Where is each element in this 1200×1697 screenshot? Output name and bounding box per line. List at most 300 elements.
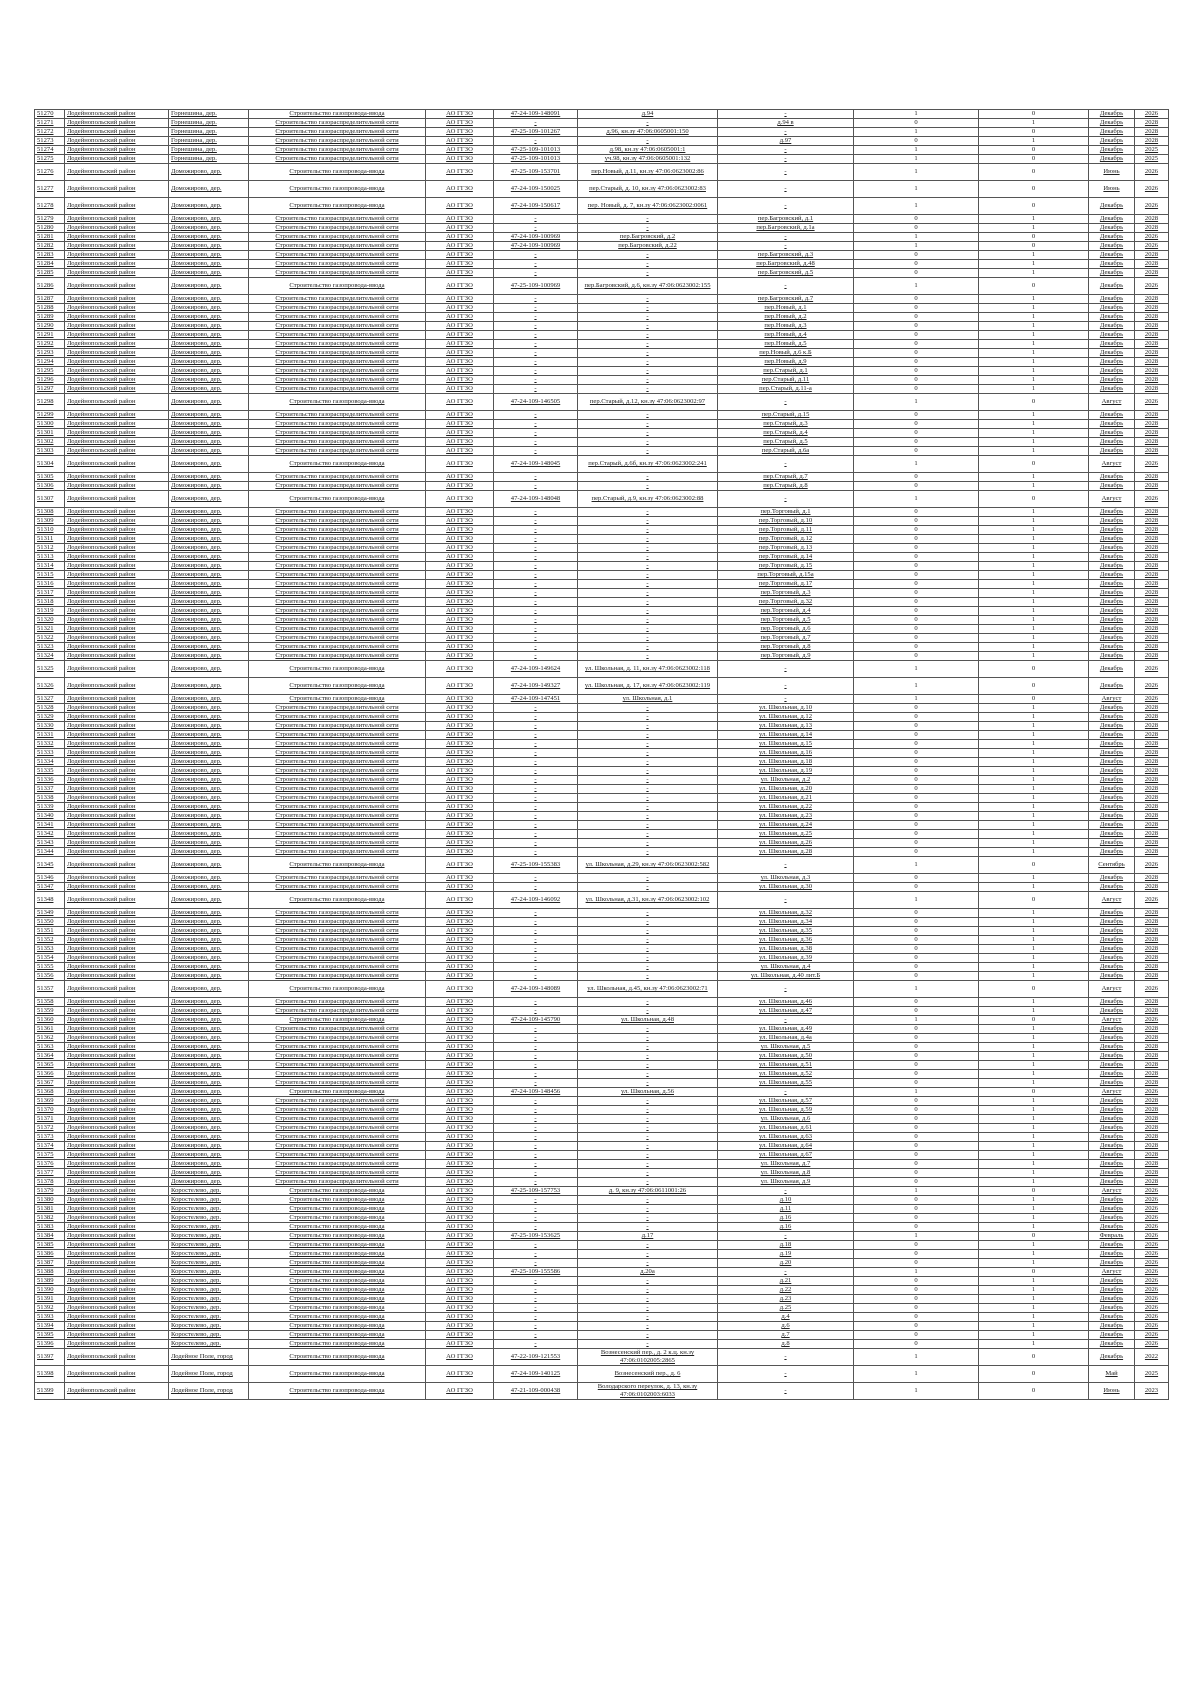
cell-district: Лодейнопольский район (65, 625, 169, 634)
cell-settlement: Доможирово, дер. (169, 643, 249, 652)
cell-count-connected: 0 (854, 749, 979, 758)
table-row (35, 1043, 1169, 1052)
cell-settlement: Доможирово, дер. (169, 883, 249, 892)
cell-address-connected: ул. Школьная, д.45, кн.зу 47:06:0623002:71 (578, 981, 718, 998)
cell-application-number: - (494, 1052, 578, 1061)
cell-settlement: Доможирово, дер. (169, 1070, 249, 1079)
cell-address-planned: ул. Школьная, д.23 (718, 812, 854, 821)
cell-organization: АО ГГЗО (426, 830, 494, 839)
cell-count-planned: 0 (979, 695, 1089, 704)
cell-month: Декабрь (1089, 1286, 1135, 1295)
cell-work-type: Строительство газораспределительной сети (249, 322, 426, 331)
cell-year: 2026 (1135, 1277, 1169, 1286)
cell-address-planned: ул. Школьная, д.39 (718, 954, 854, 963)
cell-address-planned: пер.Торговый, д.11 (718, 526, 854, 535)
cell-count-planned: 1 (979, 936, 1089, 945)
cell-month: Декабрь (1089, 936, 1135, 945)
cell-address-planned: пер.Новый, д.6 к.Б (718, 349, 854, 358)
table-row (35, 278, 1169, 295)
cell-count-connected: 1 (854, 128, 979, 137)
cell-row-number: 51295 (35, 367, 65, 376)
table-row (35, 269, 1169, 278)
cell-settlement: Доможирово, дер. (169, 1160, 249, 1169)
cell-organization: АО ГГЗО (426, 972, 494, 981)
cell-application-number: - (494, 295, 578, 304)
cell-row-number: 51373 (35, 1133, 65, 1142)
cell-settlement: Доможирово, дер. (169, 661, 249, 678)
cell-organization: АО ГГЗО (426, 473, 494, 482)
table-row (35, 785, 1169, 794)
cell-month: Декабрь (1089, 1322, 1135, 1331)
table-row (35, 198, 1169, 215)
cell-address-planned: ул. Школьная, д.40 лит.Б (718, 972, 854, 981)
cell-address-planned: д.19 (718, 1250, 854, 1259)
cell-address-connected: - (578, 1106, 718, 1115)
cell-address-connected: - (578, 776, 718, 785)
cell-work-type: Строительство газораспределительной сети (249, 367, 426, 376)
cell-count-connected: 0 (854, 1340, 979, 1349)
cell-year: 2022 (1135, 1349, 1169, 1366)
table-row (35, 482, 1169, 491)
cell-district: Лодейнопольский район (65, 146, 169, 155)
cell-count-connected: 1 (854, 1016, 979, 1025)
cell-count-connected: 0 (854, 936, 979, 945)
cell-application-number: - (494, 411, 578, 420)
cell-row-number: 51366 (35, 1070, 65, 1079)
cell-organization: АО ГГЗО (426, 304, 494, 313)
cell-district: Лодейнопольский район (65, 1043, 169, 1052)
cell-count-planned: 1 (979, 776, 1089, 785)
cell-count-connected: 0 (854, 1043, 979, 1052)
cell-count-planned: 1 (979, 1115, 1089, 1124)
cell-organization: АО ГГЗО (426, 1106, 494, 1115)
cell-organization: АО ГГЗО (426, 1070, 494, 1079)
cell-address-connected: - (578, 1133, 718, 1142)
cell-count-connected: 0 (854, 1052, 979, 1061)
cell-month: Декабрь (1089, 1160, 1135, 1169)
cell-settlement: Доможирово, дер. (169, 972, 249, 981)
cell-settlement: Горнешина, дер. (169, 146, 249, 155)
cell-count-connected: 0 (854, 224, 979, 233)
cell-count-connected: 0 (854, 634, 979, 643)
table-row (35, 1007, 1169, 1016)
cell-count-connected: 0 (854, 589, 979, 598)
cell-district: Лодейнопольский район (65, 544, 169, 553)
table-row (35, 110, 1169, 119)
cell-month: Декабрь (1089, 580, 1135, 589)
cell-row-number: 51367 (35, 1079, 65, 1088)
cell-month: Август (1089, 1268, 1135, 1277)
cell-count-planned: 1 (979, 634, 1089, 643)
cell-address-planned: ул. Школьная, д.18 (718, 758, 854, 767)
cell-application-number: - (494, 883, 578, 892)
table-row (35, 385, 1169, 394)
cell-row-number: 51320 (35, 616, 65, 625)
cell-organization: АО ГГЗО (426, 535, 494, 544)
cell-row-number: 51326 (35, 678, 65, 695)
cell-month: Декабрь (1089, 598, 1135, 607)
cell-work-type: Строительство газораспределительной сети (249, 1097, 426, 1106)
cell-organization: АО ГГЗО (426, 848, 494, 857)
cell-application-number: - (494, 1223, 578, 1232)
table-row (35, 456, 1169, 473)
cell-count-planned: 1 (979, 295, 1089, 304)
cell-year: 2028 (1135, 358, 1169, 367)
cell-organization: АО ГГЗО (426, 1295, 494, 1304)
cell-organization: АО ГГЗО (426, 1223, 494, 1232)
cell-row-number: 51318 (35, 598, 65, 607)
cell-year: 2026 (1135, 181, 1169, 198)
cell-year: 2028 (1135, 776, 1169, 785)
cell-count-planned: 1 (979, 1169, 1089, 1178)
table-row (35, 260, 1169, 269)
cell-settlement: Коростелево, дер. (169, 1187, 249, 1196)
cell-address-planned: - (718, 198, 854, 215)
cell-work-type: Строительство газораспределительной сети (249, 803, 426, 812)
cell-district: Лодейнопольский район (65, 1025, 169, 1034)
cell-address-planned: д.94 в (718, 119, 854, 128)
cell-settlement: Доможирово, дер. (169, 376, 249, 385)
cell-address-connected: - (578, 589, 718, 598)
table-row (35, 695, 1169, 704)
cell-organization: АО ГГЗО (426, 1366, 494, 1383)
table-row (35, 678, 1169, 695)
cell-year: 2028 (1135, 963, 1169, 972)
cell-count-connected: 0 (854, 1070, 979, 1079)
cell-settlement: Лодейное Поле, город (169, 1366, 249, 1383)
cell-count-connected: 0 (854, 269, 979, 278)
cell-row-number: 51335 (35, 767, 65, 776)
cell-district: Лодейнопольский район (65, 429, 169, 438)
cell-count-planned: 0 (979, 1383, 1089, 1400)
table-row (35, 562, 1169, 571)
cell-year: 2028 (1135, 848, 1169, 857)
cell-organization: АО ГГЗО (426, 224, 494, 233)
table-row (35, 1322, 1169, 1331)
cell-month: Декабрь (1089, 830, 1135, 839)
cell-work-type: Строительство газопровода-ввода (249, 1304, 426, 1313)
cell-count-connected: 1 (854, 1268, 979, 1277)
cell-count-connected: 0 (854, 1124, 979, 1133)
cell-count-planned: 0 (979, 1088, 1089, 1097)
cell-row-number: 51383 (35, 1223, 65, 1232)
cell-work-type: Строительство газораспределительной сети (249, 526, 426, 535)
cell-work-type: Строительство газораспределительной сети (249, 704, 426, 713)
cell-count-planned: 0 (979, 981, 1089, 998)
table-row (35, 544, 1169, 553)
cell-year: 2028 (1135, 295, 1169, 304)
cell-work-type: Строительство газораспределительной сети (249, 794, 426, 803)
cell-work-type: Строительство газораспределительной сети (249, 972, 426, 981)
cell-address-connected: - (578, 874, 718, 883)
cell-work-type: Строительство газопровода-ввода (249, 1277, 426, 1286)
cell-work-type: Строительство газораспределительной сети (249, 785, 426, 794)
cell-year: 2028 (1135, 1070, 1169, 1079)
cell-month: Декабрь (1089, 625, 1135, 634)
cell-count-planned: 1 (979, 874, 1089, 883)
cell-month: Август (1089, 981, 1135, 998)
cell-row-number: 51325 (35, 661, 65, 678)
cell-settlement: Доможирово, дер. (169, 909, 249, 918)
cell-work-type: Строительство газораспределительной сети (249, 562, 426, 571)
cell-settlement: Доможирово, дер. (169, 553, 249, 562)
cell-district: Лодейнопольский район (65, 1187, 169, 1196)
cell-organization: АО ГГЗО (426, 482, 494, 491)
cell-work-type: Строительство газораспределительной сети (249, 598, 426, 607)
cell-address-connected: - (578, 1169, 718, 1178)
cell-year: 2026 (1135, 1286, 1169, 1295)
table-row (35, 447, 1169, 456)
cell-settlement: Коростелево, дер. (169, 1313, 249, 1322)
cell-count-planned: 0 (979, 233, 1089, 242)
cell-address-planned: ул. Школьная, д.20 (718, 785, 854, 794)
cell-address-connected: - (578, 936, 718, 945)
cell-work-type: Строительство газораспределительной сети (249, 625, 426, 634)
cell-count-planned: 0 (979, 181, 1089, 198)
cell-application-number: 47-25-109-100969 (494, 278, 578, 295)
cell-organization: АО ГГЗО (426, 1286, 494, 1295)
cell-work-type: Строительство газораспределительной сети (249, 295, 426, 304)
table-row (35, 776, 1169, 785)
cell-work-type: Строительство газораспределительной сети (249, 740, 426, 749)
cell-month: Декабрь (1089, 713, 1135, 722)
cell-count-connected: 0 (854, 295, 979, 304)
cell-district: Лодейнопольский район (65, 1124, 169, 1133)
table-row (35, 830, 1169, 839)
cell-year: 2028 (1135, 473, 1169, 482)
cell-count-connected: 0 (854, 1196, 979, 1205)
cell-application-number: - (494, 429, 578, 438)
cell-address-connected: Вознесенский пер., д. 6 (578, 1366, 718, 1383)
cell-organization: АО ГГЗО (426, 376, 494, 385)
cell-work-type: Строительство газораспределительной сети (249, 1142, 426, 1151)
cell-district: Лодейнопольский район (65, 1331, 169, 1340)
cell-district: Лодейнопольский район (65, 322, 169, 331)
table-row (35, 1223, 1169, 1232)
cell-address-planned: ул. Школьная, д.38 (718, 945, 854, 954)
cell-year: 2028 (1135, 1061, 1169, 1070)
cell-organization: АО ГГЗО (426, 616, 494, 625)
cell-row-number: 51329 (35, 713, 65, 722)
cell-count-connected: 0 (854, 420, 979, 429)
cell-application-number: 47-24-109-148091 (494, 110, 578, 119)
cell-application-number: - (494, 1115, 578, 1124)
cell-district: Лодейнопольский район (65, 535, 169, 544)
cell-count-planned: 1 (979, 1250, 1089, 1259)
cell-organization: АО ГГЗО (426, 785, 494, 794)
cell-row-number: 51311 (35, 535, 65, 544)
cell-work-type: Строительство газораспределительной сети (249, 722, 426, 731)
cell-month: Декабрь (1089, 420, 1135, 429)
cell-work-type: Строительство газораспределительной сети (249, 482, 426, 491)
cell-work-type: Строительство газораспределительной сети (249, 1007, 426, 1016)
cell-address-connected: - (578, 1322, 718, 1331)
cell-row-number: 51342 (35, 830, 65, 839)
cell-count-connected: 0 (854, 616, 979, 625)
cell-address-planned: д.21 (718, 1277, 854, 1286)
cell-application-number: 47-25-109-153625 (494, 1232, 578, 1241)
cell-year: 2026 (1135, 1259, 1169, 1268)
cell-settlement: Лодейное Поле, город (169, 1383, 249, 1400)
cell-address-connected: - (578, 553, 718, 562)
cell-application-number: - (494, 812, 578, 821)
cell-month: Декабрь (1089, 1133, 1135, 1142)
cell-application-number: - (494, 749, 578, 758)
cell-organization: АО ГГЗО (426, 1331, 494, 1340)
cell-year: 2026 (1135, 1340, 1169, 1349)
cell-work-type: Строительство газораспределительной сети (249, 411, 426, 420)
cell-year: 2028 (1135, 517, 1169, 526)
cell-address-connected: д. 9, кн.зу 47:06:0611001:26 (578, 1187, 718, 1196)
cell-district: Лодейнопольский район (65, 1313, 169, 1322)
cell-address-connected: - (578, 713, 718, 722)
cell-work-type: Строительство газораспределительной сети (249, 830, 426, 839)
cell-year: 2028 (1135, 304, 1169, 313)
cell-application-number: - (494, 580, 578, 589)
cell-settlement: Доможирово, дер. (169, 918, 249, 927)
cell-address-planned: пер.Новый, д.5 (718, 340, 854, 349)
cell-month: Июнь (1089, 181, 1135, 198)
cell-count-connected: 0 (854, 562, 979, 571)
cell-address-connected: - (578, 1052, 718, 1061)
cell-settlement: Горнешина, дер. (169, 137, 249, 146)
cell-count-planned: 1 (979, 1142, 1089, 1151)
cell-district: Лодейнопольский район (65, 963, 169, 972)
table-row (35, 1061, 1169, 1070)
cell-count-planned: 1 (979, 1151, 1089, 1160)
cell-row-number: 51296 (35, 376, 65, 385)
cell-district: Лодейнопольский район (65, 367, 169, 376)
table-row (35, 1250, 1169, 1259)
cell-organization: АО ГГЗО (426, 767, 494, 776)
cell-organization: АО ГГЗО (426, 526, 494, 535)
cell-year: 2026 (1135, 394, 1169, 411)
cell-count-connected: 0 (854, 909, 979, 918)
cell-count-connected: 0 (854, 508, 979, 517)
cell-work-type: Строительство газораспределительной сети (249, 848, 426, 857)
cell-count-planned: 1 (979, 1214, 1089, 1223)
table-row (35, 1169, 1169, 1178)
cell-application-number: 47-25-109-101013 (494, 155, 578, 164)
cell-work-type: Строительство газораспределительной сети (249, 1106, 426, 1115)
cell-year: 2028 (1135, 607, 1169, 616)
cell-district: Лодейнопольский район (65, 128, 169, 137)
cell-month: Декабрь (1089, 1052, 1135, 1061)
cell-district: Лодейнопольский район (65, 1349, 169, 1366)
cell-year: 2026 (1135, 1304, 1169, 1313)
cell-settlement: Доможирово, дер. (169, 945, 249, 954)
cell-settlement: Горнешина, дер. (169, 119, 249, 128)
cell-count-planned: 0 (979, 857, 1089, 874)
cell-year: 2028 (1135, 553, 1169, 562)
cell-address-connected: - (578, 535, 718, 544)
cell-address-planned: д.7 (718, 1331, 854, 1340)
cell-district: Лодейнопольский район (65, 874, 169, 883)
cell-application-number: - (494, 1196, 578, 1205)
cell-district: Лодейнопольский район (65, 1061, 169, 1070)
cell-organization: АО ГГЗО (426, 260, 494, 269)
cell-application-number: - (494, 963, 578, 972)
cell-settlement: Доможирово, дер. (169, 304, 249, 313)
cell-count-planned: 1 (979, 704, 1089, 713)
cell-count-connected: 0 (854, 1115, 979, 1124)
cell-month: Декабрь (1089, 269, 1135, 278)
cell-count-planned: 0 (979, 678, 1089, 695)
cell-organization: АО ГГЗО (426, 652, 494, 661)
cell-address-connected: - (578, 1295, 718, 1304)
cell-address-planned: ул. Школьная, д.35 (718, 927, 854, 936)
cell-count-planned: 1 (979, 1160, 1089, 1169)
cell-count-planned: 1 (979, 1133, 1089, 1142)
cell-year: 2028 (1135, 322, 1169, 331)
cell-row-number: 51371 (35, 1115, 65, 1124)
cell-organization: АО ГГЗО (426, 278, 494, 295)
table-row (35, 927, 1169, 936)
cell-address-connected: - (578, 909, 718, 918)
cell-year: 2028 (1135, 731, 1169, 740)
cell-application-number: - (494, 562, 578, 571)
cell-application-number: - (494, 1025, 578, 1034)
cell-year: 2028 (1135, 839, 1169, 848)
table-row (35, 429, 1169, 438)
gasification-register-table (34, 109, 1169, 1400)
cell-address-connected: - (578, 998, 718, 1007)
cell-row-number: 51360 (35, 1016, 65, 1025)
cell-count-connected: 0 (854, 553, 979, 562)
cell-row-number: 51372 (35, 1124, 65, 1133)
cell-year: 2028 (1135, 260, 1169, 269)
cell-year: 2028 (1135, 224, 1169, 233)
table-row (35, 215, 1169, 224)
table-row (35, 1070, 1169, 1079)
cell-row-number: 51348 (35, 892, 65, 909)
cell-count-planned: 1 (979, 1034, 1089, 1043)
cell-address-planned: пер.Торговый, д.12 (718, 535, 854, 544)
cell-count-planned: 1 (979, 251, 1089, 260)
cell-district: Лодейнопольский район (65, 1304, 169, 1313)
cell-row-number: 51312 (35, 544, 65, 553)
cell-month: Декабрь (1089, 517, 1135, 526)
cell-application-number: 47-24-109-149624 (494, 661, 578, 678)
cell-count-planned: 0 (979, 491, 1089, 508)
cell-district: Лодейнопольский район (65, 1286, 169, 1295)
cell-count-planned: 0 (979, 146, 1089, 155)
cell-year: 2028 (1135, 874, 1169, 883)
cell-count-connected: 0 (854, 358, 979, 367)
cell-application-number: - (494, 927, 578, 936)
cell-month: Декабрь (1089, 1241, 1135, 1250)
cell-address-planned: пер.Багровский, д.7 (718, 295, 854, 304)
cell-district: Лодейнопольский район (65, 945, 169, 954)
cell-count-connected: 0 (854, 313, 979, 322)
cell-work-type: Строительство газораспределительной сети (249, 269, 426, 278)
cell-month: Декабрь (1089, 1340, 1135, 1349)
cell-count-connected: 0 (854, 385, 979, 394)
cell-settlement: Доможирово, дер. (169, 963, 249, 972)
cell-year: 2026 (1135, 110, 1169, 119)
cell-year: 2028 (1135, 625, 1169, 634)
cell-district: Лодейнопольский район (65, 508, 169, 517)
cell-year: 2028 (1135, 438, 1169, 447)
cell-month: Декабрь (1089, 119, 1135, 128)
cell-count-connected: 0 (854, 704, 979, 713)
cell-district: Лодейнопольский район (65, 830, 169, 839)
cell-count-planned: 0 (979, 892, 1089, 909)
cell-month: Декабрь (1089, 616, 1135, 625)
cell-address-connected: - (578, 358, 718, 367)
cell-organization: АО ГГЗО (426, 918, 494, 927)
cell-month: Декабрь (1089, 1079, 1135, 1088)
